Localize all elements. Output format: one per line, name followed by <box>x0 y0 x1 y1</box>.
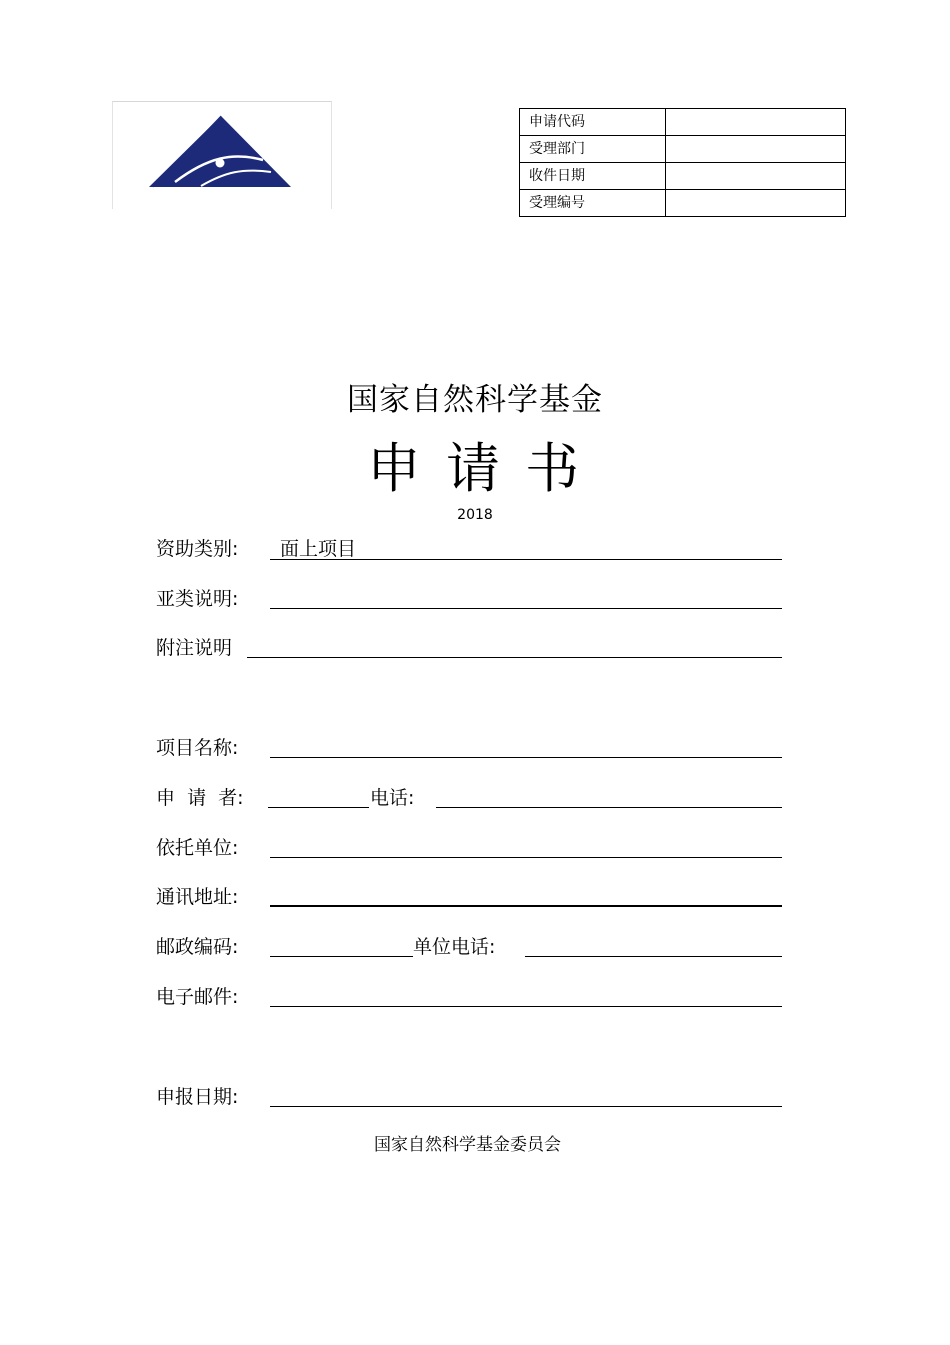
footer-org: 国家自然科学基金委员会 <box>374 1135 561 1155</box>
office-value-date[interactable] <box>666 163 846 190</box>
institution-underline <box>270 857 782 858</box>
email-label: 电子邮件: <box>156 986 239 1008</box>
doc-title-main: 申 请 书 <box>366 437 584 500</box>
office-label-number: 受理编号 <box>520 190 666 217</box>
office-label-date: 收件日期 <box>520 163 666 190</box>
doc-year: 2018 <box>457 507 493 523</box>
postcode-label: 邮政编码: <box>156 936 239 958</box>
apply-date-label: 申报日期: <box>156 1086 239 1108</box>
email-underline <box>270 1006 782 1007</box>
applicant-underline <box>268 807 369 808</box>
subtype-underline <box>270 608 782 609</box>
address-label: 通讯地址: <box>156 886 239 908</box>
applicant-label: 申 请 者: <box>156 787 244 809</box>
project-name-label: 项目名称: <box>156 737 239 759</box>
nsfc-logo <box>113 102 333 210</box>
office-label-dept: 受理部门 <box>520 136 666 163</box>
funding-type-underline <box>270 559 782 560</box>
subtype-label: 亚类说明: <box>156 588 239 610</box>
project-name-underline <box>270 757 782 758</box>
office-use-table <box>519 108 846 217</box>
apply-date-underline <box>270 1106 782 1107</box>
phone-underline <box>436 807 782 808</box>
table-row <box>520 190 846 217</box>
unit-phone-label: 单位电话: <box>413 936 496 958</box>
address-underline <box>270 905 782 907</box>
logo-frame <box>112 101 332 209</box>
phone-label: 电话: <box>370 787 415 809</box>
unit-phone-underline <box>525 956 782 957</box>
office-value-code[interactable] <box>666 109 846 136</box>
table-row <box>520 163 846 190</box>
doc-title-org: 国家自然科学基金 <box>347 382 603 418</box>
table-row <box>520 136 846 163</box>
note-label: 附注说明 <box>156 637 233 659</box>
funding-type-label: 资助类别: <box>156 538 239 560</box>
office-label-code: 申请代码 <box>520 109 666 136</box>
postcode-underline <box>270 956 413 957</box>
funding-type-value[interactable]: 面上项目 <box>280 538 357 560</box>
office-value-dept[interactable] <box>666 136 846 163</box>
institution-label: 依托单位: <box>156 837 239 859</box>
table-row <box>520 109 846 136</box>
note-underline <box>247 657 782 658</box>
office-value-number[interactable] <box>666 190 846 217</box>
